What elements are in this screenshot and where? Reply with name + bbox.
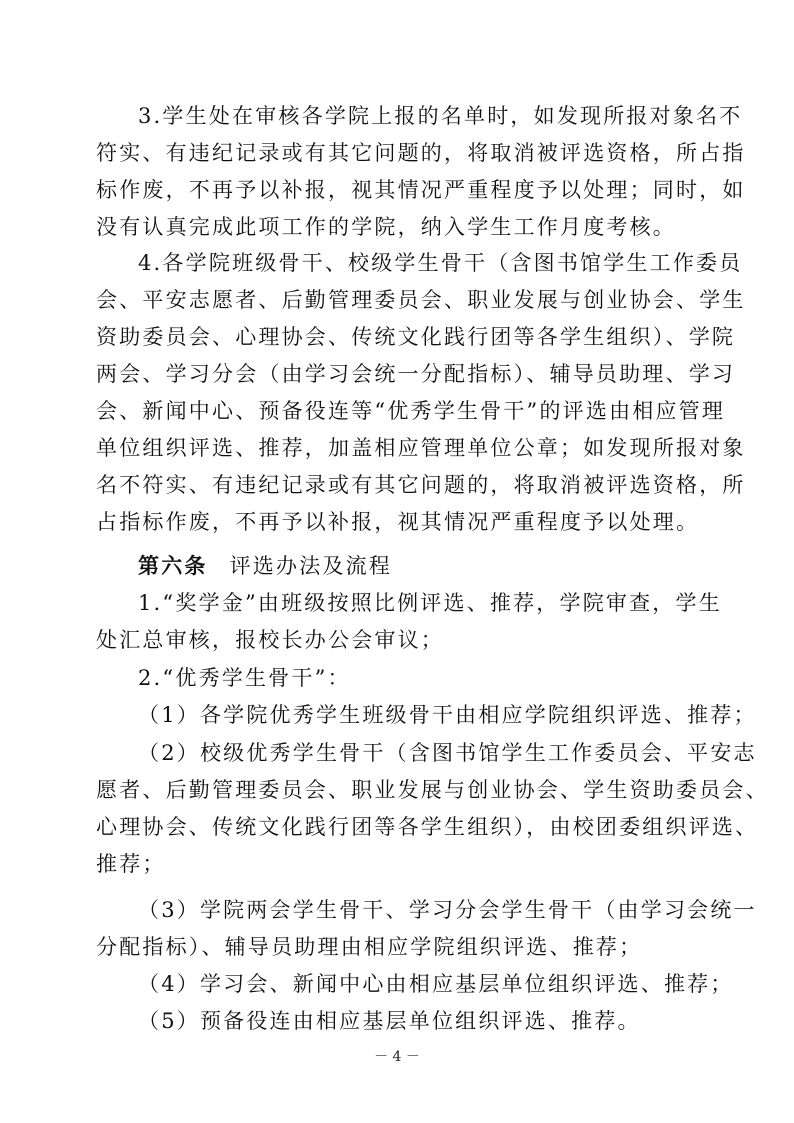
text-line: 名不符实、有违纪记录或有其它问题的，将取消被评选资格，所 <box>96 473 746 497</box>
text-line: 3.学生处在审核各学院上报的名单时，如发现所报对象名不 <box>138 104 743 128</box>
page-number: － 4 － <box>374 1049 420 1065</box>
text-line: 推荐； <box>96 852 166 876</box>
text-line: 2.“优秀学生骨干”： <box>138 666 351 690</box>
text-line: 没有认真完成此项工作的学院，纳入学生工作月度考核。 <box>96 215 676 239</box>
text-line: 会、新闻中心、预备役连等“优秀学生骨干”的评选由相应管理 <box>96 399 726 423</box>
text-line: 占指标作废，不再予以补报，视其情况严重程度予以处理。 <box>96 510 700 534</box>
article-heading <box>138 548 748 584</box>
text-line: （1）各学院优秀学生班级骨干由相应学院组织评选、推荐； <box>138 703 757 727</box>
text-line: 愿者、后勤管理委员会、职业发展与创业协会、学生资助委员会、 <box>96 778 769 802</box>
text-line: 分配指标）、辅导员助理由相应学院组织评选、推荐； <box>96 935 643 959</box>
text-line: 1.“奖学金”由班级按照比例评选、推荐，学院审查，学生 <box>138 591 722 615</box>
text-line: （3）学院两会学生骨干、学习分会学生骨干（由学习会统一 <box>138 898 757 922</box>
text-line: （4）学习会、新闻中心由相应基层单位组织评选、推荐； <box>138 972 734 996</box>
text-line: 4.各学院班级骨干、校级学生骨干（含图书馆学生工作委员 <box>138 251 743 275</box>
text-line: 资助委员会、心理协会、传统文化践行团等各学生组织）、学院 <box>96 325 736 349</box>
text-line: 两会、学习分会（由学习会统一分配指标）、辅导员助理、学习 <box>96 362 736 386</box>
text-line: 单位组织评选、推荐，加盖相应管理单位公章；如发现所报对象 <box>96 436 746 460</box>
text-line: 标作废，不再予以补报，视其情况严重程度予以处理；同时，如 <box>96 178 746 202</box>
text-line: （5）预备役连由相应基层单位组织评选、推荐。 <box>138 1009 641 1033</box>
text-line: （2）校级优秀学生骨干（含图书馆学生工作委员会、平安志 <box>138 741 757 765</box>
text-line: 符实、有违纪记录或有其它问题的，将取消被评选资格，所占指 <box>96 141 746 165</box>
text-line: 心理协会、传统文化践行团等各学生组织），由校团委组织评选、 <box>96 815 759 839</box>
text-line: 处汇总审核，报校长办公会审议； <box>96 628 444 652</box>
article-title: 评选办法及流程 <box>229 554 393 578</box>
text-line: 会、平安志愿者、后勤管理委员会、职业发展与创业协会、学生 <box>96 288 746 312</box>
article-label: 第六条 <box>138 553 208 578</box>
